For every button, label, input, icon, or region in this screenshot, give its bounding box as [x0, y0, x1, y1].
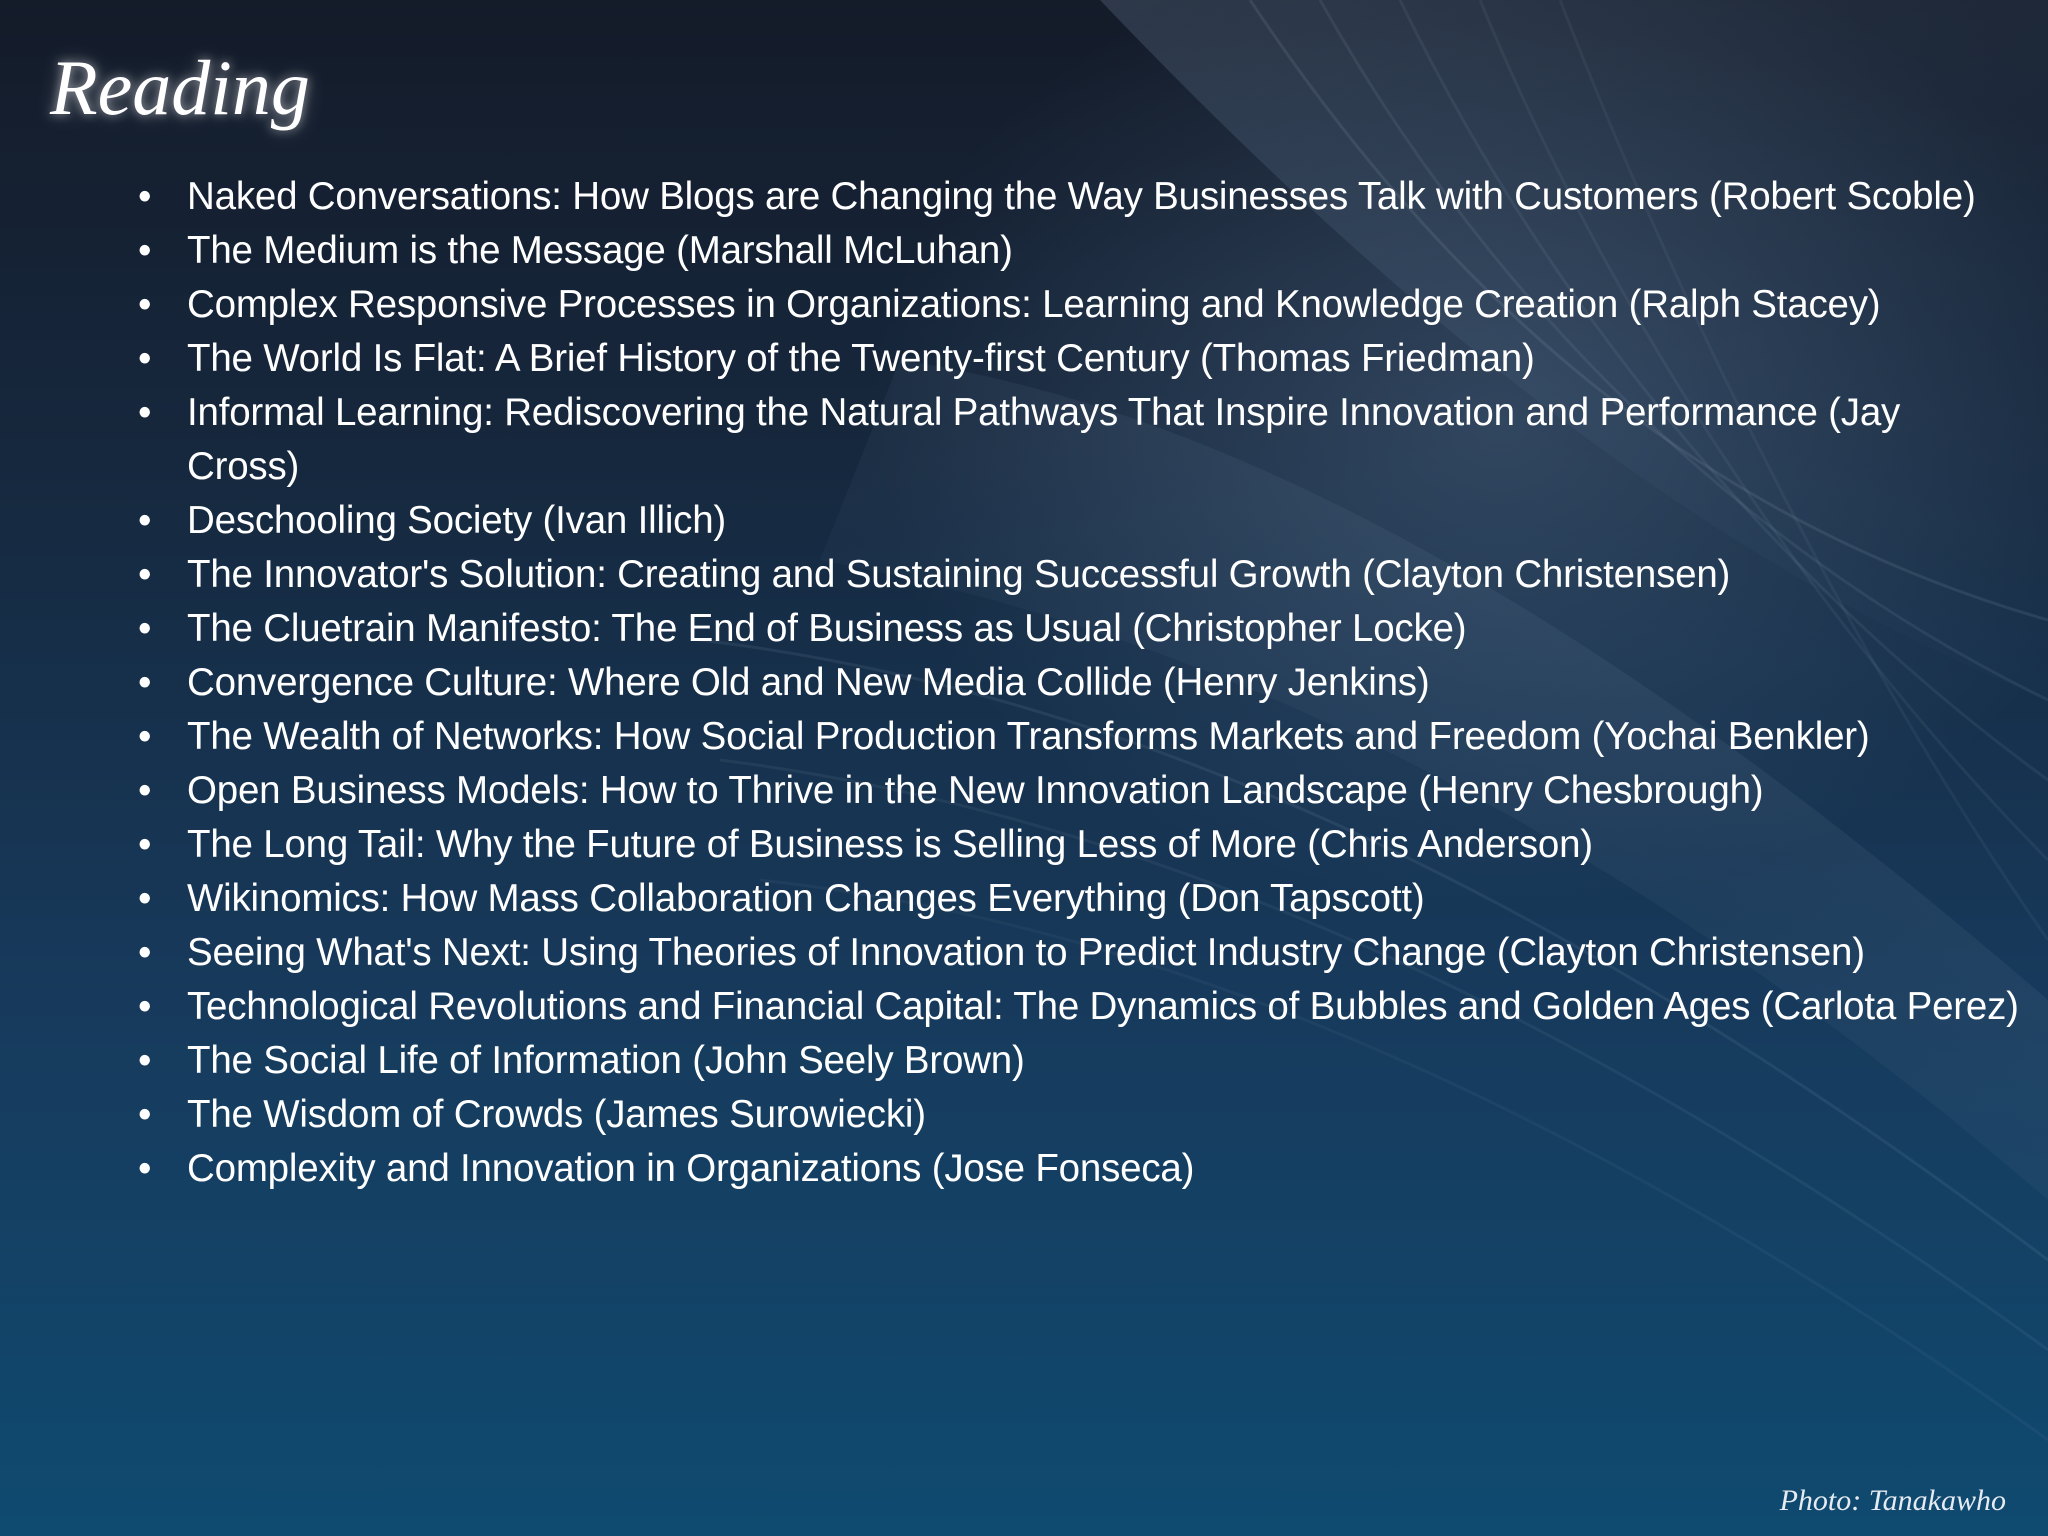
list-item-text: Deschooling Society (Ivan Illich) — [187, 499, 727, 542]
list-item-text: The Cluetrain Manifesto: The End of Business as Usual (Christopher Locke) — [187, 607, 1467, 650]
bullet-icon: • — [138, 931, 152, 974]
bullet-icon: • — [138, 1039, 152, 1082]
list-item — [130, 764, 2020, 818]
reading-list — [130, 170, 2020, 1196]
list-item-text: Convergence Culture: Where Old and New Media Collide (Henry Jenkins) — [187, 661, 1430, 704]
list-item — [130, 980, 2020, 1034]
bullet-icon: • — [138, 985, 152, 1028]
list-item-text: Naked Conversations: How Blogs are Changing the Way Businesses Talk with Customers (Robert Scoble) — [187, 175, 1976, 218]
list-item — [130, 872, 2020, 926]
list-item — [130, 224, 2020, 278]
list-item-text: Complexity and Innovation in Organizations (Jose Fonseca) — [187, 1147, 1195, 1190]
list-item — [130, 386, 2020, 494]
list-item-text: The Long Tail: Why the Future of Business is Selling Less of More (Chris Anderson) — [187, 823, 1593, 866]
bullet-icon: • — [138, 229, 152, 272]
list-item-text: Technological Revolutions and Financial Capital: The Dynamics of Bubbles and Golden Ages (Carlota Perez) — [187, 985, 2019, 1028]
list-item — [130, 926, 2020, 980]
bullet-icon: • — [138, 661, 152, 704]
bullet-icon: • — [138, 607, 152, 650]
list-item — [130, 1142, 2020, 1196]
bullet-icon: • — [138, 499, 152, 542]
bullet-icon: • — [138, 391, 152, 434]
list-item — [130, 1034, 2020, 1088]
list-item-text: The Medium is the Message (Marshall McLuhan) — [187, 229, 1013, 272]
bullet-icon: • — [138, 1093, 152, 1136]
list-item-text: The World Is Flat: A Brief History of the Twenty-first Century (Thomas Friedman) — [187, 337, 1535, 380]
bullet-icon: • — [138, 175, 152, 218]
list-item-text: Wikinomics: How Mass Collaboration Changes Everything (Don Tapscott) — [187, 877, 1425, 920]
slide-title: Reading — [50, 44, 310, 131]
bullet-icon: • — [138, 553, 152, 596]
list-item — [130, 602, 2020, 656]
list-item-text: Informal Learning: Rediscovering the Natural Pathways That Inspire Innovation and Performance (Jay Cross) — [187, 391, 1901, 488]
list-item-text: Complex Responsive Processes in Organizations: Learning and Knowledge Creation (Ralph Stacey) — [187, 283, 1881, 326]
list-item-text: Open Business Models: How to Thrive in the New Innovation Landscape (Henry Chesbrough) — [187, 769, 1764, 812]
list-item-text: The Social Life of Information (John Seely Brown) — [187, 1039, 1025, 1082]
list-item-text: Seeing What's Next: Using Theories of Innovation to Predict Industry Change (Clayton Christensen) — [187, 931, 1865, 974]
bullet-icon: • — [138, 823, 152, 866]
list-item — [130, 170, 2020, 224]
bullet-icon: • — [138, 769, 152, 812]
bullet-icon: • — [138, 715, 152, 758]
list-item — [130, 278, 2020, 332]
list-item — [130, 818, 2020, 872]
list-item-text: The Wisdom of Crowds (James Surowiecki) — [187, 1093, 926, 1136]
list-item-text: The Wealth of Networks: How Social Production Transforms Markets and Freedom (Yochai Benkler) — [187, 715, 1870, 758]
list-item — [130, 494, 2020, 548]
bullet-icon: • — [138, 283, 152, 326]
bullet-icon: • — [138, 877, 152, 920]
bullet-icon: • — [138, 337, 152, 380]
list-item-text: The Innovator's Solution: Creating and Sustaining Successful Growth (Clayton Christensen) — [187, 553, 1731, 596]
list-item — [130, 1088, 2020, 1142]
list-item — [130, 656, 2020, 710]
list-item — [130, 548, 2020, 602]
list-item — [130, 710, 2020, 764]
photo-credit: Photo: Tanakawho — [1779, 1484, 2006, 1517]
list-item — [130, 332, 2020, 386]
bullet-icon: • — [138, 1147, 152, 1190]
